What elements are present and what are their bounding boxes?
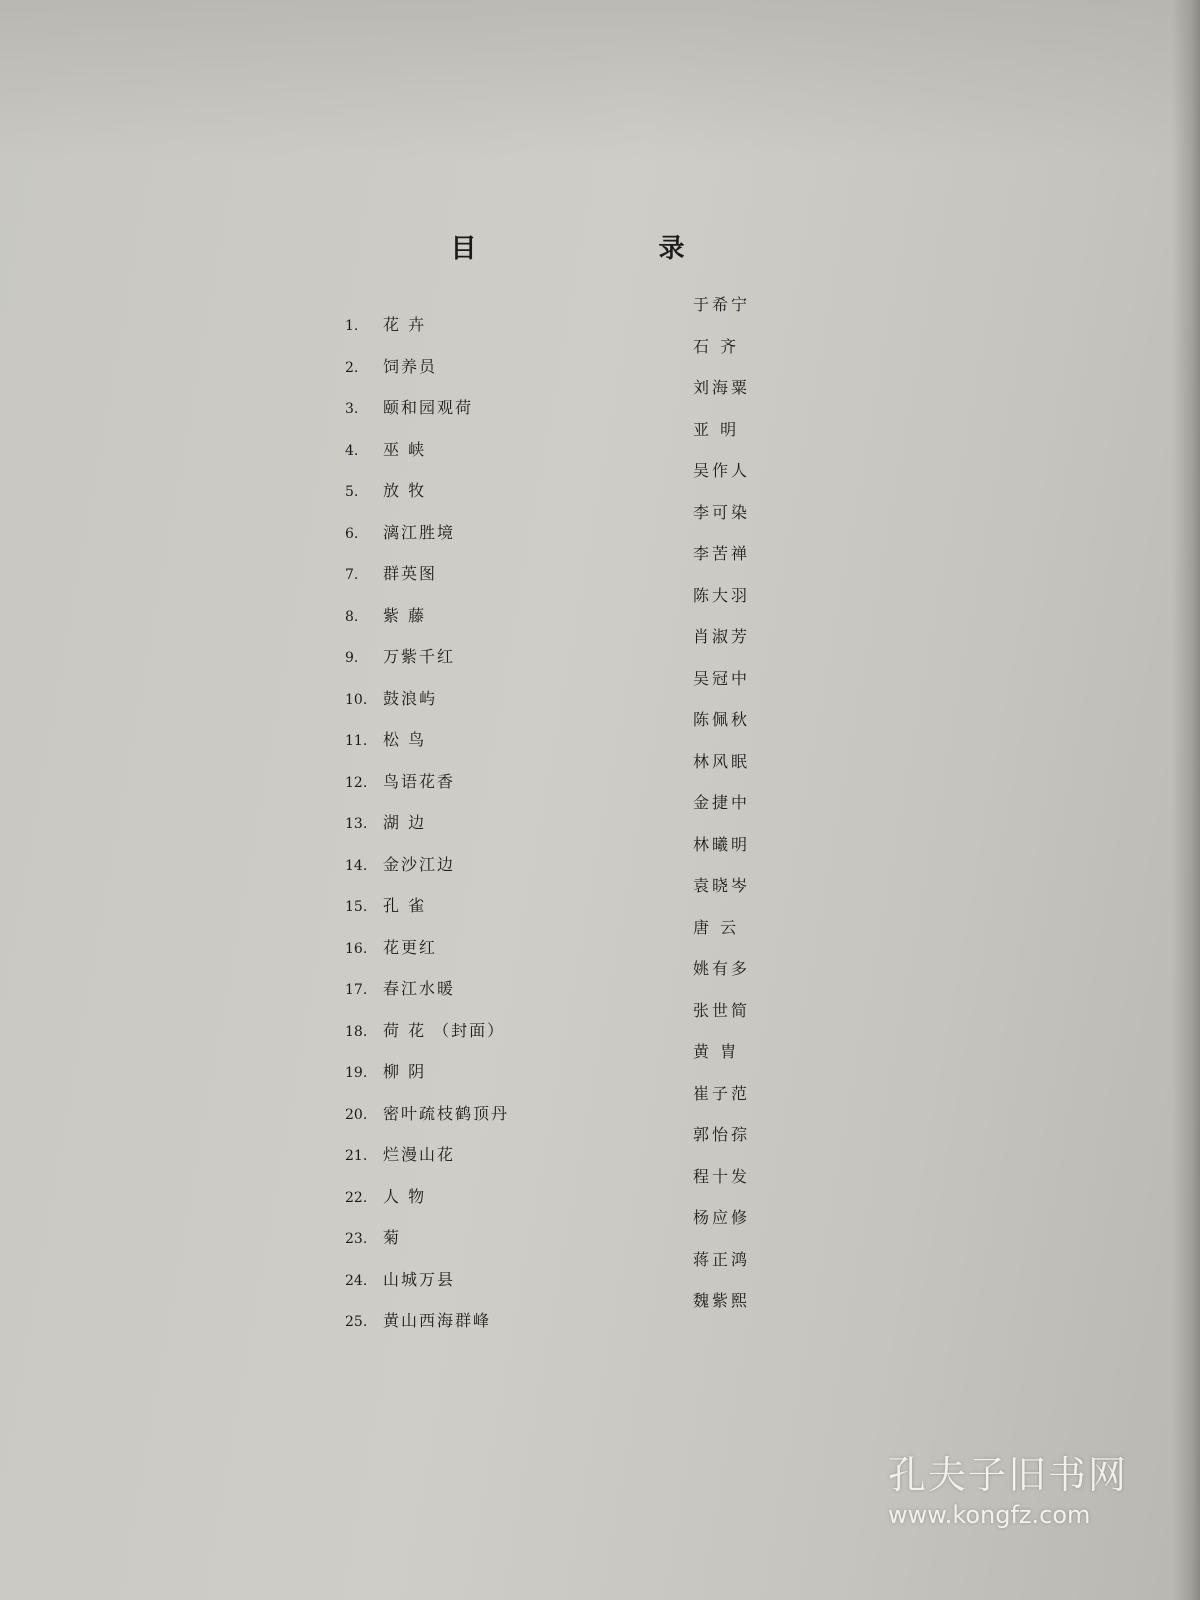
author-name: 金捷中 <box>693 793 751 812</box>
author-name: 李可染 <box>693 502 751 522</box>
entry-number: 13. <box>345 816 368 832</box>
author-name: 陈佩秋 <box>693 710 751 729</box>
toc-entry <box>345 1225 615 1267</box>
toc-authors <box>693 292 773 1330</box>
entry-number: 2. <box>345 359 359 376</box>
toc-entry <box>345 1059 615 1101</box>
entry-number: 10. <box>345 691 368 708</box>
toc-entry <box>345 810 615 852</box>
entry-title: 荷 花 （封面） <box>383 1020 506 1040</box>
entry-number: 5. <box>345 484 359 500</box>
entry-title: 花更红 <box>383 937 438 957</box>
toc-entry <box>345 1101 615 1143</box>
toc-entry <box>345 727 615 769</box>
author-name: 杨应修 <box>693 1208 751 1227</box>
entry-number: 23. <box>345 1231 368 1247</box>
author-name: 林曦明 <box>693 834 751 854</box>
toc-entry <box>345 893 615 935</box>
author-name: 吴作人 <box>693 461 751 480</box>
author-name: 蒋正鸿 <box>693 1249 751 1269</box>
author-name: 肖淑芳 <box>693 627 751 646</box>
author-name: 唐 云 <box>693 917 740 937</box>
entry-title: 饲养员 <box>383 356 438 376</box>
entry-title: 松 鸟 <box>383 730 427 749</box>
author-name: 程十发 <box>693 1166 751 1186</box>
entry-number: 6. <box>345 525 359 542</box>
entry-title: 紫 藤 <box>383 605 427 625</box>
toc-entry <box>345 935 615 977</box>
toc-entry <box>345 769 615 811</box>
toc-entry <box>345 603 615 645</box>
author-name: 吴冠中 <box>693 668 751 688</box>
toc-entry <box>345 1142 615 1184</box>
entry-number: 8. <box>345 608 359 625</box>
entry-number: 20. <box>345 1106 368 1123</box>
author-name: 亚 明 <box>693 419 740 439</box>
entry-title: 颐和园观荷 <box>383 398 474 417</box>
entry-title: 万紫千红 <box>383 647 456 666</box>
entry-title: 山城万县 <box>383 1269 456 1289</box>
author-name: 张世简 <box>693 1000 751 1020</box>
entry-title: 放 牧 <box>383 481 427 500</box>
toc-entry <box>345 976 615 1018</box>
toc-entry <box>345 1308 615 1350</box>
author-name: 姚有多 <box>693 959 751 978</box>
entry-title: 花 卉 <box>383 315 427 334</box>
watermark-name: 孔夫子旧书网 <box>888 1453 1129 1497</box>
toc-entry <box>345 312 615 354</box>
entry-title: 柳 阴 <box>383 1062 427 1081</box>
toc-titles <box>345 312 615 1350</box>
entry-title: 漓江胜境 <box>383 522 456 542</box>
entry-number: 16. <box>345 940 368 957</box>
author-name: 郭怡孮 <box>693 1125 751 1144</box>
author-name: 林风眠 <box>693 751 751 771</box>
entry-title: 孔 雀 <box>383 896 427 915</box>
entry-title: 黄山西海群峰 <box>383 1311 492 1330</box>
entry-title: 密叶疏枝鹤顶丹 <box>383 1103 510 1123</box>
entry-title: 菊 <box>383 1228 402 1247</box>
author-name: 崔子范 <box>693 1083 751 1103</box>
site-watermark <box>888 1452 1158 1532</box>
toc-entry <box>345 354 615 396</box>
entry-title: 湖 边 <box>383 813 427 832</box>
entry-title: 鼓浪屿 <box>383 688 438 708</box>
entry-title: 人 物 <box>383 1186 427 1206</box>
entry-number: 12. <box>345 774 368 791</box>
author-name: 李苦禅 <box>693 544 751 563</box>
entry-number: 24. <box>345 1272 368 1289</box>
book-spine-edge <box>1172 0 1200 1600</box>
toc-entry <box>345 478 615 520</box>
entry-number: 11. <box>345 733 368 749</box>
entry-number: 4. <box>345 442 359 459</box>
author-name: 袁晓岑 <box>693 876 751 895</box>
entry-title: 巫 峡 <box>383 439 427 459</box>
entry-number: 1. <box>345 318 359 334</box>
author-name: 黄 胄 <box>693 1042 740 1061</box>
entry-number: 22. <box>345 1189 368 1206</box>
entry-title: 春江水暖 <box>383 979 456 998</box>
author-name: 于希宁 <box>693 295 751 314</box>
entry-title: 烂漫山花 <box>383 1145 456 1164</box>
entry-number: 25. <box>345 1314 368 1330</box>
entry-number: 15. <box>345 899 368 915</box>
entry-title: 鸟语花香 <box>383 771 456 791</box>
author-name: 石 齐 <box>693 336 740 356</box>
entry-number: 3. <box>345 401 359 417</box>
toc-entry <box>345 1018 615 1060</box>
toc-entry <box>345 561 615 603</box>
toc-entry <box>345 644 615 686</box>
toc-entry <box>345 686 615 728</box>
page-title: 目 录 <box>450 234 763 264</box>
watermark-url: www.kongfz.com <box>888 1501 1091 1529</box>
toc-entry <box>345 1267 615 1309</box>
entry-number: 17. <box>345 982 368 998</box>
page-shadow <box>0 0 1200 160</box>
entry-number: 18. <box>345 1023 368 1040</box>
entry-number: 14. <box>345 857 368 874</box>
toc-entry <box>345 852 615 894</box>
toc-entry <box>345 520 615 562</box>
toc-entry <box>345 1184 615 1226</box>
toc-entry <box>345 395 615 437</box>
author-name: 刘海粟 <box>693 378 751 397</box>
author-name: 陈大羽 <box>693 585 751 605</box>
entry-number: 9. <box>345 650 359 666</box>
entry-title: 群英图 <box>383 564 438 583</box>
entry-number: 19. <box>345 1065 368 1081</box>
entry-number: 21. <box>345 1148 368 1164</box>
author-name: 魏紫熙 <box>693 1291 751 1310</box>
toc-entry <box>345 437 615 479</box>
entry-number: 7. <box>345 567 359 583</box>
entry-title: 金沙江边 <box>383 854 456 874</box>
